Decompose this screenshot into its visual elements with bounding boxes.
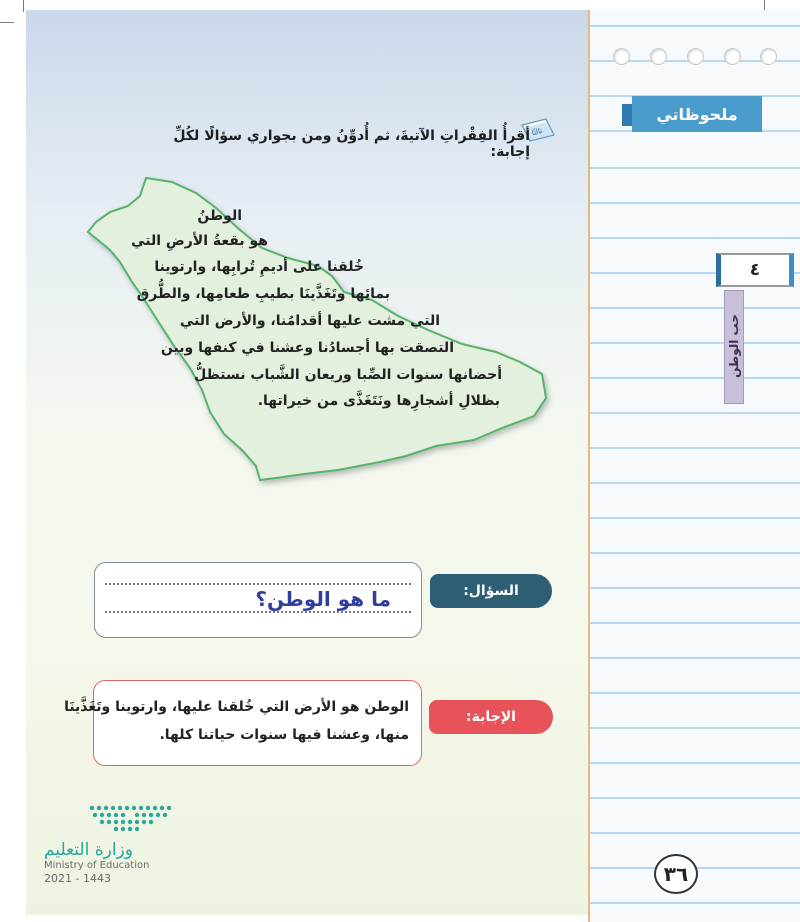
question-text: ما هو الوطن؟	[255, 587, 391, 611]
poem-line: التي مشت عليها أقدامُنا، والأرض التي	[179, 313, 440, 329]
ministry-name-en: Ministry of Education	[44, 860, 150, 871]
lesson-number: ٤	[716, 253, 794, 287]
answer-box	[64, 680, 422, 766]
edition-year: 2021 - 1443	[44, 872, 111, 885]
answer-label: الإجابة:	[429, 700, 553, 734]
poem-line: بظلالِ أشجارِها ونَتَغَذَّى من خيراتها.	[257, 393, 500, 409]
poem-line: التصقت بها أجسادُنا وعشنا في كنفها وبين	[160, 340, 454, 356]
poem-line: بمائِها وتَغَذَّينَا بطيبِ طعامِها، والطُّرق	[136, 286, 390, 302]
answer-line: الوطن هو الأرض التي خُلقنا عليها، وارتوينا وتَغَذَّينَا	[64, 699, 409, 715]
question-label: السؤال:	[430, 574, 552, 608]
question-box	[94, 562, 422, 638]
poem-line: خُلقنا على أديمِ تُرابِها، وارتوينا	[154, 259, 364, 275]
instruction-text: أقرأُ الفِقْراتِ الآتيةَ، ثم أُدوِّنُ ومن بجواري سؤالًا لكُلِّ إجابة:	[173, 128, 530, 160]
notes-title: ملحوظاتي	[632, 96, 762, 132]
ministry-name-ar: وزارة التعليم	[44, 840, 133, 860]
poem-line: أحضانها سنوات الصِّبا وريعان الشَّباب نستظلُّ	[194, 367, 502, 383]
poem-line: الوطنُ	[197, 208, 242, 224]
unit-title: حب الوطن	[727, 314, 741, 378]
poem-line: هو بقعةُ الأرضِ التي	[131, 233, 268, 249]
page-number: ٣٦	[654, 854, 698, 894]
activity-badge-text: ثالثًا	[530, 126, 544, 138]
answer-line: منها، وعشنا فيها سنوات حياتنا كلها.	[159, 727, 409, 743]
